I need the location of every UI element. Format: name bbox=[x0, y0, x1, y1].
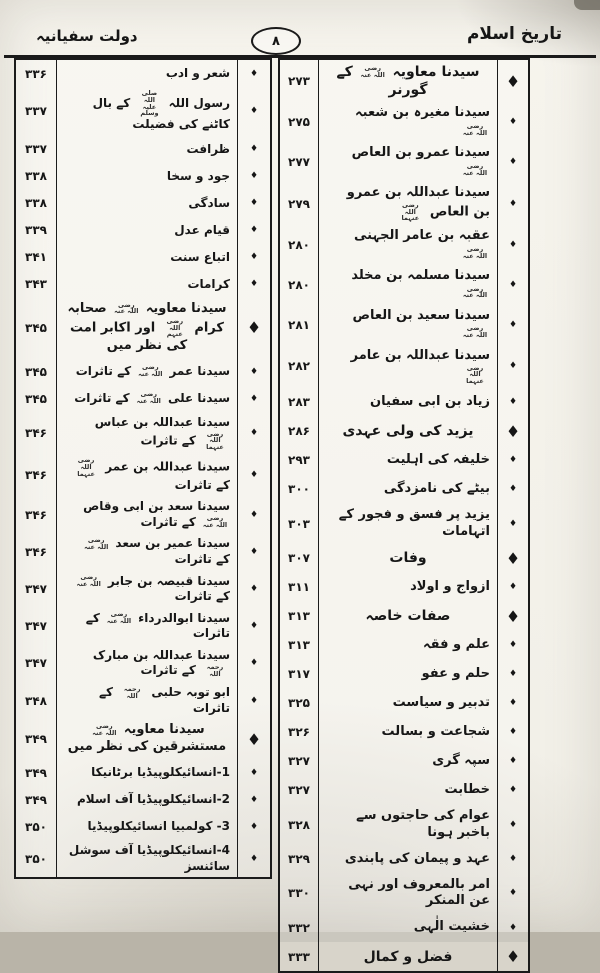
toc-row bbox=[16, 813, 270, 840]
toc-row bbox=[16, 571, 270, 608]
title-text: تدبیر و سیاست bbox=[392, 694, 490, 710]
honorific-seal: رضی اللہ عنہ bbox=[462, 284, 488, 300]
diamond-bullet-icon: ♦ bbox=[237, 244, 270, 271]
honorific-seal: رضی اللہ عنہما bbox=[401, 200, 420, 223]
entry-page-number: ۳۴۱ bbox=[16, 244, 57, 271]
title-text: کے تاثرات bbox=[75, 363, 132, 378]
title-text: کے تاثرات bbox=[174, 589, 230, 604]
toc-row bbox=[280, 544, 528, 573]
diamond-bullet-icon: ♦ bbox=[237, 719, 270, 759]
diamond-bullet-icon: ♦ bbox=[237, 163, 270, 190]
toc-row bbox=[280, 845, 528, 874]
honorific-seal: رضی اللہ عنہ bbox=[462, 161, 488, 177]
honorific-seal: رضی اللہ عنہ bbox=[106, 610, 132, 626]
entry-page-number: ۳۵۰ bbox=[16, 813, 57, 840]
title-text: ازواج و اولاد bbox=[410, 578, 490, 594]
toc-row bbox=[280, 142, 528, 182]
title-text: کے تاثرات bbox=[174, 477, 230, 492]
title-text: وفات bbox=[389, 550, 427, 567]
honorific-seal: رضی اللہ عنہ bbox=[138, 363, 163, 379]
toc-row bbox=[16, 496, 270, 533]
toc-row bbox=[280, 874, 528, 914]
entry-page-number: ۳۴۶ bbox=[16, 412, 57, 454]
title-text: اتباع سنت bbox=[170, 249, 230, 264]
entry-page-number: ۳۴۹ bbox=[16, 759, 57, 786]
title-text: کے تاثرات bbox=[74, 390, 130, 405]
toc-row bbox=[280, 660, 528, 689]
diamond-bullet-icon: ♦ bbox=[237, 496, 270, 533]
toc-row bbox=[16, 298, 270, 358]
entry-page-number: ۳۱۱ bbox=[280, 573, 319, 602]
diamond-bullet-icon: ♦ bbox=[237, 571, 270, 608]
toc-row bbox=[16, 385, 270, 412]
entry-page-number: ۳۴۶ bbox=[16, 533, 57, 570]
entry-title bbox=[319, 449, 497, 472]
title-text: کرامات bbox=[187, 276, 230, 291]
entry-title bbox=[57, 496, 237, 533]
diamond-bullet-icon: ♦ bbox=[497, 446, 528, 475]
entry-page-number: ۲۷۵ bbox=[280, 102, 319, 142]
entry-title bbox=[319, 345, 497, 388]
diamond-bullet-icon: ♦ bbox=[497, 102, 528, 142]
honorific-seal: رضی اللہ عنہما bbox=[206, 429, 224, 452]
diamond-bullet-icon: ♦ bbox=[237, 412, 270, 454]
honorific-seal: رضی اللہ عنہ bbox=[84, 536, 109, 551]
entry-page-number: ۳۲۶ bbox=[280, 718, 319, 747]
diamond-bullet-icon: ♦ bbox=[497, 60, 528, 102]
entry-page-number: ۲۸۳ bbox=[280, 388, 319, 417]
title-text: عقبہ بن عامر الجہنی bbox=[354, 228, 490, 244]
title-text: کے تاثرات bbox=[140, 663, 196, 678]
page-number: ۸ bbox=[272, 33, 280, 49]
entry-title bbox=[319, 142, 497, 182]
diamond-bullet-icon: ♦ bbox=[497, 388, 528, 417]
toc-row bbox=[280, 265, 528, 305]
entry-page-number: ۳۲۸ bbox=[280, 805, 319, 845]
honorific-seal: رضی اللہ عنہ bbox=[114, 300, 139, 316]
entry-title bbox=[57, 571, 237, 608]
entry-title bbox=[319, 478, 497, 501]
entry-title bbox=[319, 504, 497, 544]
diamond-bullet-icon: ♦ bbox=[497, 504, 528, 544]
toc-row bbox=[280, 388, 528, 417]
entry-page-number: ۳۰۳ bbox=[280, 504, 319, 544]
diamond-bullet-icon: ♦ bbox=[497, 225, 528, 265]
toc-row bbox=[280, 573, 528, 602]
diamond-bullet-icon: ♦ bbox=[237, 87, 270, 136]
entry-page-number: ۳۴۷ bbox=[16, 645, 57, 682]
diamond-bullet-icon: ♦ bbox=[237, 190, 270, 217]
diamond-bullet-icon: ♦ bbox=[237, 682, 270, 719]
entry-title bbox=[57, 645, 237, 682]
title-text: بیٹے کی نامزدگی bbox=[383, 480, 490, 496]
section-heading bbox=[319, 419, 497, 443]
honorific-seal: رضی اللہ عنہما bbox=[466, 363, 484, 386]
title-text: سادگی bbox=[188, 195, 230, 210]
toc-row bbox=[16, 412, 270, 454]
title-text: علم و فقہ bbox=[423, 636, 490, 652]
entry-page-number: ۳۳۷ bbox=[16, 136, 57, 163]
toc-row bbox=[16, 190, 270, 217]
entry-title bbox=[57, 412, 237, 454]
title-text: خشیت الٰہی bbox=[413, 919, 490, 935]
title-text: خلیفہ کی اہلیت bbox=[386, 451, 490, 467]
toc-row bbox=[16, 217, 270, 244]
scan-smudge bbox=[574, 0, 600, 10]
entry-title bbox=[319, 848, 497, 871]
diamond-bullet-icon: ♦ bbox=[497, 845, 528, 874]
title-text: 2-انسائیکلوپیڈیا آف اسلام bbox=[76, 791, 230, 806]
title-text: سیدنا معاویہ bbox=[123, 722, 205, 738]
entry-title bbox=[57, 533, 237, 570]
entry-title bbox=[57, 247, 237, 269]
entry-page-number: ۳۴۵ bbox=[16, 385, 57, 412]
toc-row bbox=[16, 358, 270, 385]
title-text: سیدنا عمرو بن العاص bbox=[351, 145, 490, 161]
diamond-bullet-icon: ♦ bbox=[497, 142, 528, 182]
diamond-bullet-icon: ♦ bbox=[497, 660, 528, 689]
entry-title bbox=[57, 166, 237, 188]
title-text: سیدنا عمر bbox=[169, 363, 230, 378]
title-text: یزید پر فسق و فجور کے اتہامات bbox=[338, 506, 490, 539]
entry-page-number: ۳۲۷ bbox=[280, 776, 319, 805]
title-text: سیدنا سعید بن العاص bbox=[352, 307, 490, 323]
toc-row bbox=[280, 60, 528, 102]
title-text: عوام کی حاجتوں سے باخبر ہونا bbox=[356, 807, 490, 840]
toc-row bbox=[16, 454, 270, 496]
entry-page-number: ۳۳۲ bbox=[280, 913, 319, 942]
diamond-bullet-icon: ♦ bbox=[237, 608, 270, 645]
page-number-badge bbox=[251, 27, 301, 55]
entry-title bbox=[57, 608, 237, 645]
title-text: سیدنا عبداللہ بن عمر bbox=[105, 459, 230, 474]
diamond-bullet-icon: ♦ bbox=[237, 358, 270, 385]
entry-page-number: ۲۸۲ bbox=[280, 345, 319, 388]
title-text: 4-انسائیکلوپیڈیا آف سوشل سائنسز bbox=[68, 843, 230, 873]
edition-title: دولت سفیانیہ bbox=[36, 27, 138, 45]
entry-page-number: ۳۱۳ bbox=[280, 602, 319, 631]
title-text: شجاعت و بسالت bbox=[381, 723, 490, 739]
entry-title bbox=[57, 789, 237, 811]
title-text: یزید کی ولی عہدی bbox=[342, 423, 474, 440]
diamond-bullet-icon: ♦ bbox=[237, 271, 270, 298]
entry-page-number: ۳۲۵ bbox=[280, 689, 319, 718]
entry-page-number: ۳۵۰ bbox=[16, 840, 57, 877]
title-text: شعر و ادب bbox=[165, 65, 230, 80]
entry-page-number: ۳۲۷ bbox=[280, 747, 319, 776]
title-text: جود و سخا bbox=[166, 168, 230, 183]
toc-row bbox=[280, 747, 528, 776]
book-title: تاریخ اسلام bbox=[466, 24, 562, 44]
toc-row bbox=[16, 645, 270, 682]
honorific-seal: رحمہ اللہ bbox=[206, 663, 224, 678]
title-text: اور اکابر امت کی نظر میں bbox=[70, 320, 188, 354]
diamond-bullet-icon: ♦ bbox=[497, 805, 528, 845]
title-text: خطابت bbox=[444, 781, 490, 797]
entry-title bbox=[57, 63, 237, 85]
diamond-bullet-icon: ♦ bbox=[497, 544, 528, 573]
entry-title bbox=[57, 388, 237, 410]
toc-row bbox=[280, 718, 528, 747]
entry-page-number: ۳۰۰ bbox=[280, 475, 319, 504]
diamond-bullet-icon: ♦ bbox=[497, 345, 528, 388]
toc-row bbox=[16, 163, 270, 190]
entry-title bbox=[319, 225, 497, 265]
entry-page-number: ۲۸۰ bbox=[280, 265, 319, 305]
entry-page-number: ۳۴۷ bbox=[16, 608, 57, 645]
title-text: صفات خاصہ bbox=[365, 608, 451, 625]
toc-row bbox=[16, 136, 270, 163]
toc-row bbox=[280, 102, 528, 142]
toc-row bbox=[280, 182, 528, 225]
entry-title bbox=[319, 916, 497, 939]
entry-page-number: ۳۴۷ bbox=[16, 571, 57, 608]
diamond-bullet-icon: ♦ bbox=[497, 182, 528, 225]
entry-title bbox=[57, 454, 237, 496]
toc-row bbox=[280, 805, 528, 845]
entry-page-number: ۳۴۸ bbox=[16, 682, 57, 719]
title-text: سیدنا ابوالدرداء bbox=[138, 610, 230, 625]
toc-row bbox=[16, 87, 270, 136]
entry-title bbox=[57, 840, 237, 877]
honorific-seal: رضی اللہ عنہ bbox=[360, 64, 385, 79]
title-text: امر بالمعروف اور نہی عن المنکر bbox=[348, 876, 490, 909]
entry-page-number: ۳۴۵ bbox=[16, 358, 57, 385]
entry-title bbox=[57, 274, 237, 296]
toc-row bbox=[16, 786, 270, 813]
title-text: 1-انسائیکلوپیڈیا برٹانیکا bbox=[91, 764, 230, 779]
entry-page-number: ۳۴۶ bbox=[16, 454, 57, 496]
toc-row bbox=[280, 913, 528, 942]
entry-title bbox=[57, 682, 237, 719]
honorific-seal: رضی اللہ عنہ bbox=[462, 244, 488, 260]
title-text: سیدنا علی bbox=[167, 390, 230, 405]
entry-page-number: ۳۴۹ bbox=[16, 719, 57, 759]
diamond-bullet-icon: ♦ bbox=[237, 533, 270, 570]
title-text: زیاد بن ابی سفیان bbox=[370, 393, 490, 409]
entry-page-number: ۳۳۸ bbox=[16, 190, 57, 217]
honorific-seal: رضی اللہ عنہ bbox=[462, 121, 488, 137]
diamond-bullet-icon: ♦ bbox=[497, 776, 528, 805]
diamond-bullet-icon: ♦ bbox=[237, 217, 270, 244]
honorific-seal: رضی اللہ عنہ bbox=[76, 573, 101, 588]
entry-page-number: ۳۴۳ bbox=[16, 271, 57, 298]
title-text: سیدنا مغیرہ بن شعبہ bbox=[355, 105, 490, 121]
honorific-seal: رضی اللہ عنہ bbox=[202, 514, 228, 530]
title-text: سیدنا عبداللہ بن عباس bbox=[94, 415, 230, 430]
title-text: کے تاثرات bbox=[98, 685, 230, 715]
entry-page-number: ۳۱۳ bbox=[280, 631, 319, 660]
entry-page-number: ۳۳۹ bbox=[16, 217, 57, 244]
entry-page-number: ۲۸۰ bbox=[280, 225, 319, 265]
section-heading bbox=[319, 604, 497, 628]
title-text: رسول اللہ bbox=[168, 96, 230, 111]
title-text: 3- کولمبیا انسائیکلوپیڈیا bbox=[87, 818, 230, 833]
toc-row bbox=[280, 225, 528, 265]
entry-title bbox=[319, 391, 497, 414]
title-text: سیدنا مسلمہ بن مخلد bbox=[351, 268, 490, 284]
toc-row bbox=[280, 475, 528, 504]
entry-title bbox=[57, 220, 237, 242]
title-text: کے تاثرات bbox=[85, 610, 230, 641]
entry-title bbox=[319, 750, 497, 773]
entry-title bbox=[319, 805, 497, 845]
toc-row bbox=[16, 608, 270, 645]
title-text: سیدنا عبداللہ بن عمرو بن العاص bbox=[346, 184, 490, 220]
diamond-bullet-icon: ♦ bbox=[237, 385, 270, 412]
entry-page-number: ۲۹۳ bbox=[280, 446, 319, 475]
entry-page-number: ۳۳۷ bbox=[16, 87, 57, 136]
title-text: ابو توبہ حلبی bbox=[151, 685, 230, 700]
title-text: سیدنا عبداللہ بن مبارک bbox=[92, 647, 230, 662]
honorific-seal: رضی اللہ عنہ bbox=[92, 721, 117, 737]
entry-title bbox=[319, 779, 497, 802]
honorific-seal: صلی اللہ علیہ وسلم bbox=[140, 89, 159, 118]
entry-title bbox=[319, 102, 497, 142]
entry-page-number: ۳۰۷ bbox=[280, 544, 319, 573]
toc-row bbox=[16, 759, 270, 786]
diamond-bullet-icon: ♦ bbox=[497, 265, 528, 305]
title-text: سیدنا معاویہ bbox=[145, 300, 227, 316]
diamond-bullet-icon: ♦ bbox=[497, 747, 528, 776]
title-text: کے تاثرات bbox=[174, 551, 230, 566]
toc-row bbox=[280, 345, 528, 388]
entry-page-number: ۲۸۶ bbox=[280, 417, 319, 446]
diamond-bullet-icon: ♦ bbox=[237, 298, 270, 358]
title-text: عہد و پیمان کی پابندی bbox=[344, 850, 490, 866]
title-text: کے بال کاٹنے کی فضیلت bbox=[92, 96, 230, 132]
entry-page-number: ۳۴۹ bbox=[16, 786, 57, 813]
diamond-bullet-icon: ♦ bbox=[497, 417, 528, 446]
diamond-bullet-icon: ♦ bbox=[237, 454, 270, 496]
diamond-bullet-icon: ♦ bbox=[237, 786, 270, 813]
toc-row bbox=[280, 776, 528, 805]
entry-page-number: ۳۳۶ bbox=[16, 60, 57, 87]
entry-title bbox=[319, 265, 497, 305]
section-heading bbox=[319, 945, 497, 969]
title-text: مستشرقین کی نظر میں bbox=[67, 739, 227, 755]
entry-title bbox=[57, 361, 237, 383]
diamond-bullet-icon: ♦ bbox=[237, 136, 270, 163]
section-heading bbox=[57, 298, 237, 358]
diamond-bullet-icon: ♦ bbox=[497, 305, 528, 345]
honorific-seal: رضی اللہ عنہم bbox=[166, 316, 184, 339]
title-text: صحابہ کرام bbox=[67, 300, 224, 336]
entry-title bbox=[319, 634, 497, 657]
entry-page-number: ۲۷۳ bbox=[280, 60, 319, 102]
honorific-seal: رضی اللہ عنہ bbox=[462, 324, 488, 340]
entry-title bbox=[57, 762, 237, 784]
toc-row bbox=[16, 682, 270, 719]
entry-title bbox=[319, 692, 497, 715]
toc-column-right bbox=[278, 58, 530, 973]
title-text: حلم و عفو bbox=[421, 665, 490, 681]
entry-page-number: ۳۱۷ bbox=[280, 660, 319, 689]
title-text: ظرافت bbox=[186, 141, 230, 156]
toc-row bbox=[280, 602, 528, 631]
diamond-bullet-icon: ♦ bbox=[497, 573, 528, 602]
entry-title bbox=[319, 721, 497, 744]
diamond-bullet-icon: ♦ bbox=[497, 475, 528, 504]
title-text: قیام عدل bbox=[174, 222, 230, 237]
title-text: سیدنا عبداللہ بن عامر bbox=[350, 347, 490, 363]
entry-page-number: ۳۳۰ bbox=[280, 874, 319, 914]
toc-row bbox=[280, 417, 528, 446]
toc-row bbox=[280, 689, 528, 718]
entry-page-number: ۳۴۶ bbox=[16, 496, 57, 533]
toc-row bbox=[16, 719, 270, 759]
section-heading bbox=[57, 719, 237, 759]
title-text: کے تاثرات bbox=[140, 433, 196, 448]
title-text: سپہ گری bbox=[432, 752, 490, 768]
diamond-bullet-icon: ♦ bbox=[237, 759, 270, 786]
entry-page-number: ۲۸۱ bbox=[280, 305, 319, 345]
honorific-seal: رضی اللہ عنہ bbox=[136, 390, 161, 406]
entry-page-number: ۳۳۳ bbox=[280, 942, 319, 971]
diamond-bullet-icon: ♦ bbox=[497, 689, 528, 718]
diamond-bullet-icon: ♦ bbox=[497, 631, 528, 660]
toc-row bbox=[280, 504, 528, 544]
entry-title bbox=[319, 874, 497, 914]
toc-row bbox=[280, 942, 528, 971]
title-text: فضل و کمال bbox=[363, 948, 453, 965]
toc-row bbox=[16, 244, 270, 271]
title-text: سیدنا قبیصہ بن جابر bbox=[107, 573, 230, 588]
title-text: سیدنا معاویہ bbox=[392, 64, 480, 80]
entry-page-number: ۲۷۷ bbox=[280, 142, 319, 182]
entry-title bbox=[57, 139, 237, 161]
entry-title bbox=[319, 576, 497, 599]
honorific-seal: رحمہ اللہ bbox=[123, 684, 141, 700]
entry-page-number: ۳۳۸ bbox=[16, 163, 57, 190]
toc-row bbox=[280, 446, 528, 475]
entry-title bbox=[57, 87, 237, 136]
diamond-bullet-icon: ♦ bbox=[237, 840, 270, 877]
section-heading bbox=[319, 60, 497, 102]
diamond-bullet-icon: ♦ bbox=[497, 942, 528, 971]
title-text: کے تاثرات bbox=[140, 514, 196, 529]
diamond-bullet-icon: ♦ bbox=[497, 913, 528, 942]
entry-title bbox=[57, 193, 237, 215]
toc-row bbox=[16, 840, 270, 877]
title-text: کے گورنر bbox=[336, 64, 428, 99]
toc-row bbox=[280, 305, 528, 345]
entry-title bbox=[319, 182, 497, 225]
diamond-bullet-icon: ♦ bbox=[497, 602, 528, 631]
entry-page-number: ۳۲۹ bbox=[280, 845, 319, 874]
diamond-bullet-icon: ♦ bbox=[237, 813, 270, 840]
toc-row bbox=[16, 533, 270, 570]
entry-page-number: ۳۴۵ bbox=[16, 298, 57, 358]
toc-row bbox=[16, 60, 270, 87]
entry-title bbox=[319, 663, 497, 686]
toc-column-left bbox=[14, 58, 272, 879]
toc-row bbox=[16, 271, 270, 298]
diamond-bullet-icon: ♦ bbox=[497, 718, 528, 747]
entry-title bbox=[57, 816, 237, 838]
diamond-bullet-icon: ♦ bbox=[237, 60, 270, 87]
toc-row bbox=[280, 631, 528, 660]
diamond-bullet-icon: ♦ bbox=[497, 874, 528, 914]
title-text: سیدنا عمیر بن سعد bbox=[115, 536, 230, 551]
entry-page-number: ۲۷۹ bbox=[280, 182, 319, 225]
title-text: سیدنا سعد بن ابی وقاص bbox=[83, 499, 230, 514]
honorific-seal: رضی اللہ عنہما bbox=[77, 456, 95, 478]
diamond-bullet-icon: ♦ bbox=[237, 645, 270, 682]
entry-title bbox=[319, 305, 497, 345]
section-heading bbox=[319, 546, 497, 570]
